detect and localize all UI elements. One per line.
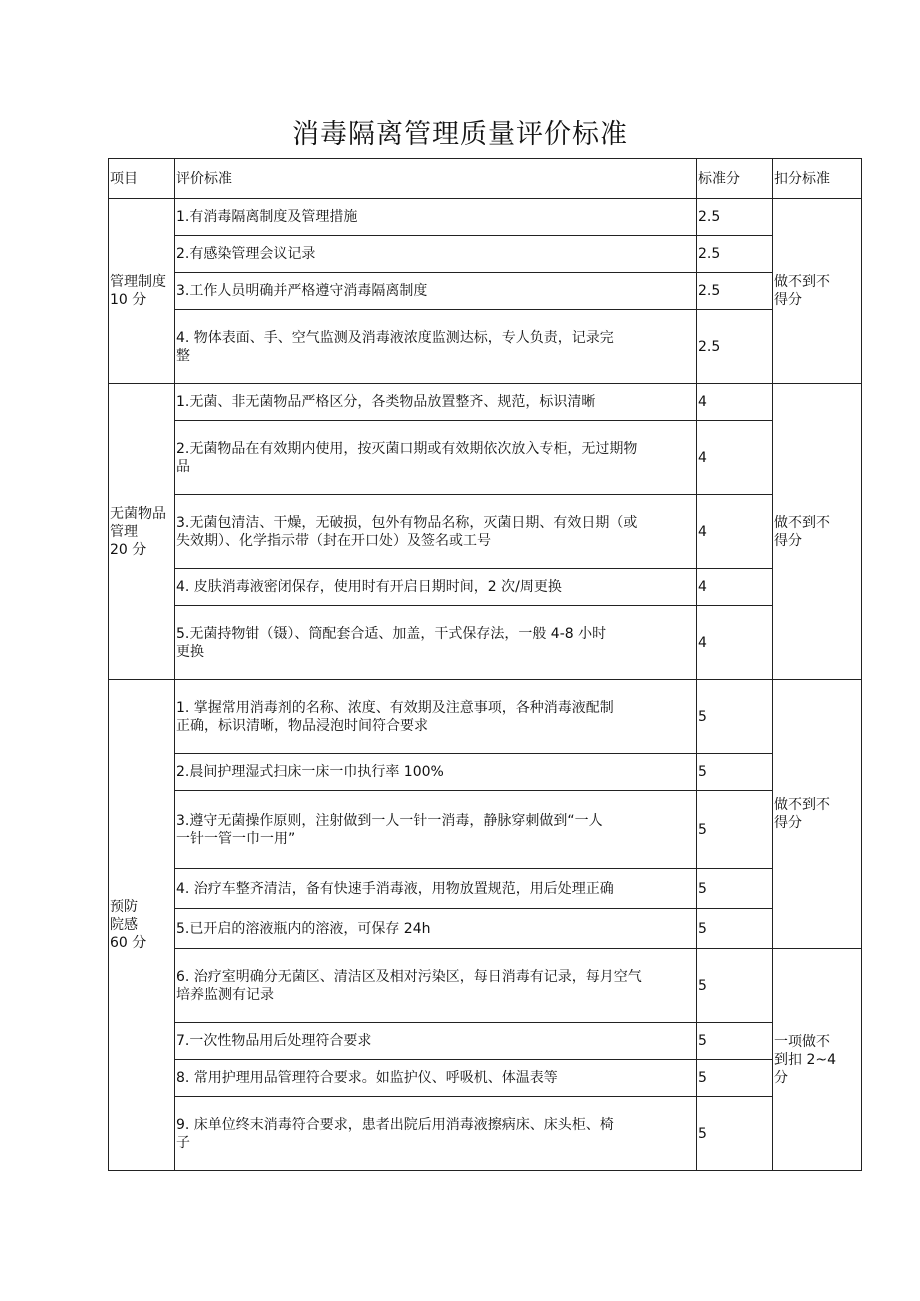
score-cell: 5 bbox=[697, 791, 773, 869]
table-row bbox=[109, 236, 862, 273]
standard-text: 4. 治疗车整齐清洁，备有快速手消毒液，用物放置规范，用后处理正确 bbox=[176, 880, 614, 897]
standard-cell bbox=[175, 949, 697, 1023]
standard-cell bbox=[175, 421, 697, 495]
table-row bbox=[109, 421, 862, 495]
standard-cell bbox=[175, 495, 697, 569]
standard-text: 2.有感染管理会议记录 bbox=[176, 246, 316, 262]
score-cell: 2.5 bbox=[697, 199, 773, 236]
standard-text: 培养监测有记录 bbox=[176, 986, 274, 1003]
standard-cell bbox=[175, 1023, 697, 1060]
standard-cell bbox=[175, 869, 697, 909]
deduction-cell bbox=[773, 949, 862, 1171]
header-score: 标准分 bbox=[697, 159, 773, 199]
category-infection-prevention bbox=[109, 680, 175, 1171]
category-line: 预防 bbox=[110, 899, 138, 915]
table-row bbox=[109, 869, 862, 909]
standard-text: 整 bbox=[176, 347, 190, 364]
category-line: 院感 bbox=[110, 917, 138, 933]
score-cell: 5 bbox=[697, 1097, 773, 1171]
table-row bbox=[109, 1097, 862, 1171]
category-sterile-items bbox=[109, 384, 175, 680]
standard-text: 8. 常用护理用品管理符合要求。如监护仪、呼吸机、体温表等 bbox=[176, 1070, 558, 1086]
deduction-line: 得分 bbox=[774, 532, 802, 549]
standard-cell bbox=[175, 680, 697, 754]
standard-cell bbox=[175, 606, 697, 680]
score-cell: 2.5 bbox=[697, 236, 773, 273]
standard-cell bbox=[175, 1097, 697, 1171]
category-line: 20 分 bbox=[110, 541, 147, 558]
score-cell: 5 bbox=[697, 1060, 773, 1097]
standard-text: 3.无菌包清洁、干燥，无破损，包外有物品名称，灭菌日期、有效日期（或 bbox=[176, 514, 638, 531]
deduction-line: 做不到不 bbox=[774, 797, 830, 813]
header-deduction: 扣分标准 bbox=[773, 159, 862, 199]
standard-text: 5.无菌持物钳（镊）、筒配套合适、加盖，干式保存法，一般 4-8 小时 bbox=[176, 625, 607, 642]
standard-text: 2.晨间护理湿式扫床一床一巾执行率 100% bbox=[176, 764, 444, 780]
table-row bbox=[109, 949, 862, 1023]
category-line: 管理 bbox=[110, 523, 138, 540]
table-row bbox=[109, 1060, 862, 1097]
table-row bbox=[109, 754, 862, 791]
standard-text: 2.无菌物品在有效期内使用，按灭菌口期或有效期依次放入专柜，无过期物 bbox=[176, 440, 638, 457]
table-row bbox=[109, 791, 862, 869]
standard-cell bbox=[175, 236, 697, 273]
standard-text: 9. 床单位终末消毒符合要求，患者出院后用消毒液擦病床、床头柜、椅 bbox=[176, 1116, 614, 1133]
standard-text: 正确，标识清晰，物品浸泡时间符合要求 bbox=[176, 717, 428, 734]
standard-text: 失效期）、化学指示带（封在开口处）及签名或工号 bbox=[176, 532, 491, 549]
standard-text: 1. 掌握常用消毒剂的名称、浓度、有效期及注意事项，各种消毒液配制 bbox=[176, 699, 614, 716]
category-line: 管理制度 bbox=[110, 274, 166, 290]
standard-text: 4. 物体表面、手、空气监测及消毒液浓度监测达标，专人负责，记录完 bbox=[176, 329, 614, 346]
standard-text: 品 bbox=[176, 458, 190, 475]
score-cell: 5 bbox=[697, 949, 773, 1023]
standard-cell bbox=[175, 569, 697, 606]
standard-cell bbox=[175, 199, 697, 236]
deduction-cell bbox=[773, 680, 862, 949]
table-row bbox=[109, 569, 862, 606]
table-row bbox=[109, 199, 862, 236]
category-line: 60 分 bbox=[110, 935, 147, 951]
table-row bbox=[109, 606, 862, 680]
deduction-line: 得分 bbox=[774, 815, 802, 831]
header-item: 项目 bbox=[109, 159, 175, 199]
standard-text: 5.已开启的溶液瓶内的溶液，可保存 24h bbox=[176, 920, 431, 937]
standard-cell bbox=[175, 909, 697, 949]
table-row bbox=[109, 909, 862, 949]
standard-text: 7.一次性物品用后处理符合要求 bbox=[176, 1033, 372, 1049]
category-management bbox=[109, 199, 175, 384]
standard-text: 1.有消毒隔离制度及管理措施 bbox=[176, 209, 358, 225]
table-row bbox=[109, 273, 862, 310]
standard-text: 更换 bbox=[176, 643, 204, 660]
category-line: 无菌物品 bbox=[110, 505, 166, 522]
table-row bbox=[109, 495, 862, 569]
standard-text: 3.遵守无菌操作原则，注射做到一人一针一消毒，静脉穿刺做到“一人 bbox=[176, 812, 603, 829]
evaluation-table bbox=[108, 158, 862, 1171]
deduction-line: 一项做不 bbox=[774, 1033, 830, 1050]
deduction-cell bbox=[773, 384, 862, 680]
standard-text: 4. 皮肤消毒液密闭保存，使用时有开启日期时间，2 次/周更换 bbox=[176, 579, 562, 595]
score-cell: 4 bbox=[697, 606, 773, 680]
standard-cell bbox=[175, 1060, 697, 1097]
standard-cell bbox=[175, 384, 697, 421]
score-cell: 5 bbox=[697, 869, 773, 909]
table-row bbox=[109, 680, 862, 754]
deduction-line: 得分 bbox=[774, 292, 802, 308]
table-row bbox=[109, 310, 862, 384]
standard-text: 6. 治疗室明确分无菌区、清洁区及相对污染区，每日消毒有记录，每月空气 bbox=[176, 968, 642, 985]
score-cell: 5 bbox=[697, 1023, 773, 1060]
score-cell: 5 bbox=[697, 754, 773, 791]
standard-text: 1.无菌、非无菌物品严格区分，各类物品放置整齐、规范，标识清晰 bbox=[176, 394, 596, 410]
deduction-line: 做不到不 bbox=[774, 274, 830, 290]
header-standard: 评价标准 bbox=[175, 159, 697, 199]
standard-cell bbox=[175, 791, 697, 869]
page-title: 消毒隔离管理质量评价标准 bbox=[292, 119, 628, 150]
standard-text: 一针一管一巾一用” bbox=[176, 830, 296, 847]
score-cell: 2.5 bbox=[697, 273, 773, 310]
category-line: 10 分 bbox=[110, 292, 147, 308]
table-header-row bbox=[109, 159, 862, 199]
score-cell: 4 bbox=[697, 421, 773, 495]
standard-cell bbox=[175, 754, 697, 791]
deduction-line: 分 bbox=[774, 1069, 788, 1086]
standard-cell bbox=[175, 273, 697, 310]
score-cell: 5 bbox=[697, 680, 773, 754]
standard-cell bbox=[175, 310, 697, 384]
score-cell: 4 bbox=[697, 569, 773, 606]
standard-text: 子 bbox=[176, 1134, 190, 1151]
table-row bbox=[109, 1023, 862, 1060]
deduction-line: 到扣 2~4 bbox=[774, 1051, 836, 1068]
deduction-cell bbox=[773, 199, 862, 384]
score-cell: 4 bbox=[697, 384, 773, 421]
deduction-line: 做不到不 bbox=[774, 514, 830, 531]
standard-text: 3.工作人员明确并严格遵守消毒隔离制度 bbox=[176, 283, 428, 299]
score-cell: 5 bbox=[697, 909, 773, 949]
score-cell: 4 bbox=[697, 495, 773, 569]
table-row bbox=[109, 384, 862, 421]
score-cell: 2.5 bbox=[697, 310, 773, 384]
